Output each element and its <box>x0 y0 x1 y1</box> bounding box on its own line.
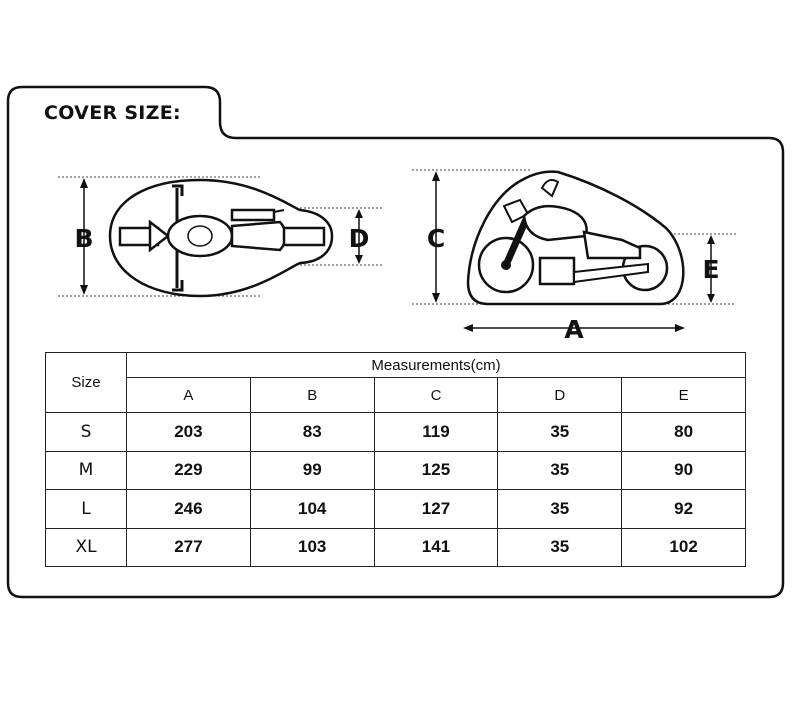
value-cell: 103 <box>250 528 374 567</box>
label-c: C <box>426 224 446 253</box>
value-cell: 229 <box>127 451 251 490</box>
size-cell: M <box>46 451 127 490</box>
column-header-d: D <box>498 378 622 413</box>
value-cell: 80 <box>622 413 746 452</box>
column-header-b: B <box>250 378 374 413</box>
table-row <box>46 413 746 452</box>
value-cell: 90 <box>622 451 746 490</box>
label-e: E <box>702 255 720 284</box>
label-a: A <box>564 315 584 344</box>
column-header-e: E <box>622 378 746 413</box>
label-d: D <box>348 224 370 253</box>
panel-title: COVER SIZE: <box>44 102 181 124</box>
label-b: B <box>74 224 94 253</box>
size-cell: L <box>46 490 127 529</box>
value-cell: 125 <box>374 451 498 490</box>
table-row <box>46 490 746 529</box>
value-cell: 35 <box>498 528 622 567</box>
value-cell: 35 <box>498 413 622 452</box>
value-cell: 102 <box>622 528 746 567</box>
table-row <box>46 451 746 490</box>
size-cell: XL <box>46 528 127 567</box>
value-cell: 35 <box>498 490 622 529</box>
column-header-c: C <box>374 378 498 413</box>
value-cell: 104 <box>250 490 374 529</box>
value-cell: 203 <box>127 413 251 452</box>
value-cell: 35 <box>498 451 622 490</box>
size-column-header: Size <box>46 353 127 413</box>
value-cell: 119 <box>374 413 498 452</box>
measurements-header: Measurements(cm) <box>127 353 746 378</box>
size-table <box>45 352 746 567</box>
table-row <box>46 528 746 567</box>
column-header-a: A <box>127 378 251 413</box>
value-cell: 99 <box>250 451 374 490</box>
value-cell: 127 <box>374 490 498 529</box>
value-cell: 246 <box>127 490 251 529</box>
value-cell: 277 <box>127 528 251 567</box>
value-cell: 141 <box>374 528 498 567</box>
value-cell: 83 <box>250 413 374 452</box>
size-cell: S <box>46 413 127 452</box>
value-cell: 92 <box>622 490 746 529</box>
